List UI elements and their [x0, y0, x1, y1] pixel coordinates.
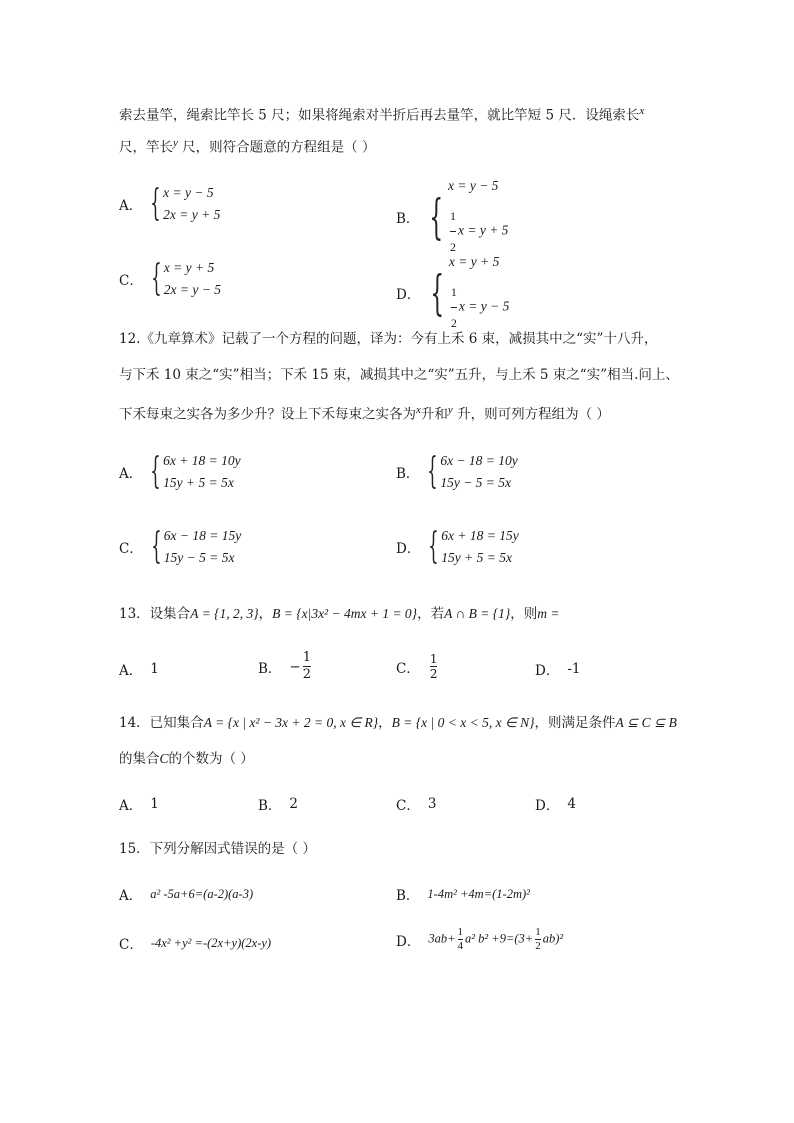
- comma: ，: [378, 715, 392, 731]
- q14-stem-line2: [119, 749, 254, 769]
- option-label: B．: [396, 466, 420, 482]
- q11-stem-text2a: 尺，竿长: [119, 139, 173, 156]
- equation-2: 15y − 5 = 5x: [440, 475, 512, 490]
- frac-numerator: 1: [429, 652, 438, 666]
- q15-option-c[interactable]: [119, 933, 271, 953]
- q12-option-d[interactable]: [396, 525, 519, 569]
- frac-numerator: 1: [535, 926, 541, 938]
- frac-numerator: 1: [449, 209, 456, 223]
- q12-stem-text2: 与下禾 10 束之“实”相当；下禾 15 束，减损其中之“实”五升，与上禾 5 束之“实”相当.问上、: [119, 367, 679, 383]
- equation-2: 2x = y − 5: [163, 282, 221, 297]
- option-label: C．: [119, 541, 143, 557]
- q11-stem-text1: 索去量竿，绳索比竿长 5 尺；如果将绳索对半折后再去量竿，就比竿短 5 尺．设绳索长: [119, 107, 640, 124]
- brace-icon: {: [150, 183, 161, 224]
- option-label: D．: [535, 798, 560, 814]
- brace-icon: {: [428, 526, 439, 567]
- option-expression: -4x² +y² =-(2x+y)(2x-y): [150, 935, 272, 950]
- brace-icon: {: [151, 258, 162, 299]
- q14-stem-line1: [119, 713, 677, 733]
- frac-denominator: 2: [535, 940, 541, 952]
- q14-option-c[interactable]: [396, 794, 436, 814]
- q12-stem-line2: [119, 365, 679, 385]
- q14-prefix: 14．已知集合: [119, 715, 204, 731]
- var-y: y: [173, 137, 178, 149]
- q13-prefix: 13．设集合: [119, 606, 191, 622]
- option-label: D．: [396, 541, 421, 557]
- frac-numerator: 1: [457, 926, 464, 938]
- q11-stem-line2: [119, 133, 375, 158]
- brace-icon: {: [151, 526, 162, 567]
- brace-icon: {: [427, 451, 439, 492]
- equation-1: x = y + 5: [448, 254, 500, 269]
- equation-1: x = y − 5: [447, 178, 499, 193]
- equation-system: [151, 257, 221, 301]
- option-value: 4: [567, 796, 576, 812]
- q14-option-a[interactable]: [119, 794, 159, 814]
- q11-option-a[interactable]: [119, 182, 220, 226]
- fraction: [458, 926, 464, 953]
- fraction: [535, 926, 541, 953]
- q13-option-a[interactable]: [119, 659, 159, 679]
- equation-2-rest: x = y + 5: [457, 222, 509, 238]
- expr-part: ab)²: [542, 931, 564, 946]
- q15-option-b[interactable]: [396, 884, 530, 904]
- q13-stem: [119, 604, 559, 624]
- q14-option-d[interactable]: [535, 794, 576, 814]
- var-y: y: [447, 404, 453, 416]
- option-expression: 1-4m² +4m=(1-2m)²: [427, 886, 530, 901]
- option-label: A．: [119, 798, 143, 814]
- q14-text2a: 的集合: [119, 751, 160, 767]
- set-b: B = {x|3x² − 4mx + 1 = 0}: [272, 606, 418, 621]
- condition: A ∩ B = {1}: [444, 606, 511, 621]
- q12-option-a[interactable]: [119, 450, 241, 494]
- equation-1: 6x + 18 = 15y: [441, 528, 519, 543]
- cond-prefix: ，若: [417, 606, 445, 622]
- q15-stem-text: 15．下列分解因式错误的是（ ）: [119, 841, 316, 857]
- option-value: 2: [289, 796, 299, 812]
- var-c: C: [159, 751, 169, 766]
- equation-2: 15y + 5 = 5x: [163, 475, 234, 490]
- cond-suffix: ，则: [510, 606, 538, 622]
- q14-option-b[interactable]: [258, 794, 298, 814]
- q12-stem-line3: [119, 400, 610, 425]
- q13-option-d[interactable]: [535, 659, 580, 679]
- set-a: A = {1, 2, 3}: [190, 606, 259, 621]
- fraction: [303, 650, 311, 683]
- option-label: B．: [258, 660, 282, 677]
- q14-text2b: 的个数为（ ）: [168, 751, 254, 767]
- option-label: A．: [119, 198, 143, 214]
- q13-option-b[interactable]: [258, 650, 313, 683]
- option-label: D．: [396, 286, 421, 303]
- frac-denominator: 2: [449, 240, 456, 254]
- q15-option-a[interactable]: [119, 884, 253, 904]
- equation-system: [428, 247, 509, 338]
- expr-part: a² b² +9=(3+: [465, 931, 534, 946]
- cond-prefix: ，则满足条件: [534, 715, 616, 731]
- equation-1: x = y + 5: [163, 260, 215, 275]
- q11-option-d[interactable]: [396, 247, 509, 338]
- condition: A ⊆ C ⊆ B: [615, 715, 677, 730]
- equation-system: [427, 450, 517, 494]
- q15-stem: [119, 839, 316, 859]
- brace-icon: {: [150, 451, 161, 492]
- frac-numerator: 1: [450, 285, 457, 299]
- option-label: C．: [396, 798, 420, 814]
- equation-system: [151, 525, 241, 569]
- var-x: x: [639, 105, 645, 117]
- q12-stem-text1: 12.《九章算术》记载了一个方程的问题，译为：今有上禾 6 束，减损其中之“实”十八升，: [119, 331, 658, 347]
- frac-denominator: 2: [429, 667, 438, 681]
- equation-system: [428, 525, 518, 569]
- q12-stem-line1: [119, 329, 657, 349]
- option-label: A．: [119, 888, 143, 904]
- frac-denominator: 2: [450, 316, 457, 330]
- equation-2-rest: x = y − 5: [458, 298, 510, 314]
- equation-2: 15y + 5 = 5x: [441, 550, 512, 565]
- q12-stem-text3c: 升，则可列方程组为（ ）: [452, 406, 610, 423]
- q15-option-d[interactable]: [396, 926, 563, 953]
- option-expression: [428, 926, 563, 953]
- option-expression: a² -5a+6=(a-2)(a-3): [150, 886, 254, 901]
- equation-1: x = y − 5: [163, 185, 214, 200]
- option-label: B．: [396, 210, 420, 227]
- q12-stem-text3b: 升和: [420, 406, 448, 423]
- q13-option-c[interactable]: [396, 652, 439, 681]
- frac-numerator: 1: [302, 650, 312, 665]
- option-label: B．: [396, 888, 420, 904]
- fraction: [430, 652, 438, 681]
- brace-icon: {: [429, 188, 444, 245]
- option-label: A．: [119, 466, 143, 482]
- q12-option-c[interactable]: [119, 525, 241, 569]
- q12-option-b[interactable]: [396, 450, 518, 494]
- q11-stem-line1: [119, 101, 644, 126]
- option-value: 3: [427, 796, 437, 812]
- option-label: C．: [119, 273, 143, 289]
- var-x: x: [416, 404, 421, 416]
- set-b: B = {x | 0 < x < 5, x ∈ N}: [391, 715, 535, 730]
- equation-1: 6x + 18 = 10y: [163, 453, 241, 468]
- brace-icon: {: [430, 264, 445, 321]
- option-value: 1: [150, 661, 159, 677]
- equation-system: [150, 450, 240, 494]
- option-label: A．: [119, 663, 143, 679]
- q11-option-c[interactable]: [119, 257, 221, 301]
- q11-stem-text2b: 尺，则符合题意的方程组是（ ）: [177, 139, 376, 156]
- option-label: D．: [396, 933, 421, 950]
- equation-system: [150, 182, 220, 226]
- equation-1: 6x − 18 = 10y: [440, 453, 518, 468]
- minus-sign: −: [289, 658, 301, 675]
- comma: ，: [258, 606, 273, 622]
- equation-1: 6x − 18 = 15y: [163, 528, 242, 543]
- option-label: C．: [119, 937, 143, 953]
- equation-2: 2x = y + 5: [163, 207, 221, 222]
- q12-stem-text3a: 下禾每束之实各为多少升？设上下禾每束之实各为: [119, 406, 416, 423]
- frac-denominator: 2: [302, 667, 312, 682]
- option-label: C．: [396, 660, 420, 677]
- var-m: m =: [537, 606, 560, 621]
- option-label: D．: [535, 663, 560, 679]
- option-value: -1: [567, 661, 581, 677]
- option-label: B．: [258, 798, 282, 814]
- frac-denominator: 4: [457, 940, 464, 952]
- equation-2: 15y − 5 = 5x: [163, 550, 235, 565]
- option-value: 1: [150, 796, 159, 812]
- set-a: A = {x | x² − 3x + 2 = 0, x ∈ R}: [203, 715, 379, 730]
- expr-part: 3ab+: [428, 931, 456, 946]
